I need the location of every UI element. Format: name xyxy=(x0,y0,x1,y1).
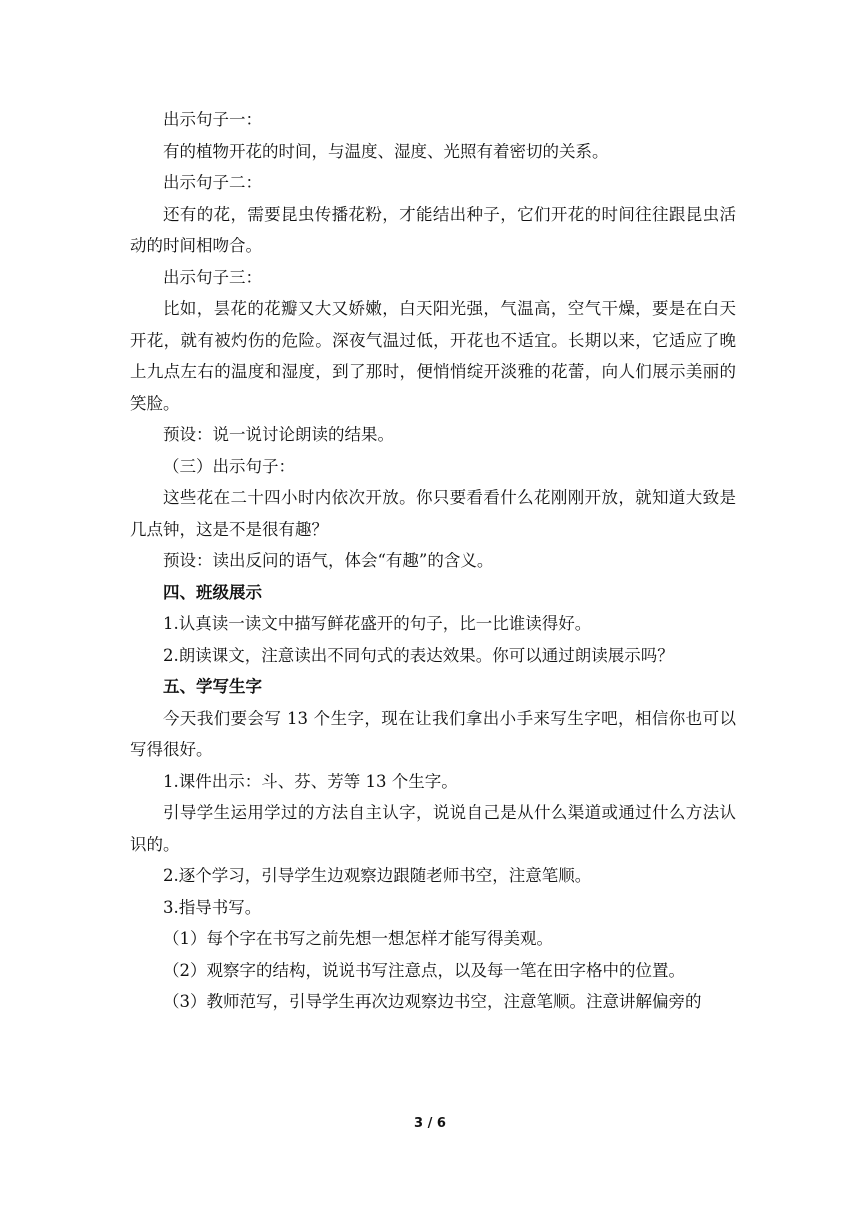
page-number: 3 / 6 xyxy=(414,1116,446,1131)
paragraph: 出示句子一： xyxy=(163,110,262,129)
section-heading: 四、班级展示 xyxy=(163,582,262,602)
paragraph: 有的植物开花的时间，与温度、湿度、光照有着密切的关系。 xyxy=(163,141,609,161)
paragraph: 预设：说一说讨论朗读的结果。 xyxy=(163,425,394,444)
paragraph: 出示句子二： xyxy=(163,173,262,192)
paragraph: 2.朗读课文，注意读出不同句式的表达效果。你可以通过朗读展示吗？ xyxy=(163,645,674,665)
paragraph: 这些花在二十四小时内依次开放。你只要看看什么花刚刚开放，就知道大致是几点钟，这是不是很有趣？ xyxy=(130,488,736,539)
paragraph: 引导学生运用学过的方法自主认字，说说自己是从什么渠道或通过什么方法认识的。 xyxy=(130,803,736,854)
paragraph: （1）每个字在书写之前先想一想怎样才能写得美观。 xyxy=(163,929,553,948)
paragraph: 比如，昙花的花瓣又大又娇嫩，白天阳光强，气温高，空气干燥，要是在白天开花，就有被灼伤的危险。深夜气温过低，开花也不适宜。长期以来，它适应了晚上九点左右的温度和湿度，到了那时，便悄悄绽开淡雅的花蕾，向人们展示美丽的笑脸。 xyxy=(130,299,736,413)
paragraph: 2.逐个学习，引导学生边观察边跟随老师书空，注意笔顺。 xyxy=(163,866,592,885)
paragraph: 还有的花，需要昆虫传播花粉，才能结出种子，它们开花的时间往往跟昆虫活动的时间相吻合。 xyxy=(130,204,736,255)
paragraph: （三）出示句子： xyxy=(163,456,295,476)
section-heading: 五、学写生字 xyxy=(163,677,262,696)
paragraph: （3）教师范写，引导学生再次边观察边书空，注意笔顺。注意讲解偏旁的 xyxy=(163,992,702,1011)
paragraph: 1.认真读一读文中描写鲜花盛开的句子，比一比谁读得好。 xyxy=(163,614,592,633)
paragraph: 预设：读出反问的语气，体会“有趣”的含义。 xyxy=(163,551,494,570)
document-body xyxy=(130,104,736,1018)
paragraph: 3.指导书写。 xyxy=(163,897,262,917)
paragraph: 1.课件出示：斗、芬、芳等 13 个生字。 xyxy=(163,771,458,791)
paragraph: （2）观察字的结构，说说书写注意点，以及每一笔在田字格中的位置。 xyxy=(163,960,685,980)
paragraph: 今天我们要会写 13 个生字，现在让我们拿出小手来写生字吧，相信你也可以写得很好。 xyxy=(130,708,736,759)
paragraph: 出示句子三： xyxy=(163,267,262,287)
